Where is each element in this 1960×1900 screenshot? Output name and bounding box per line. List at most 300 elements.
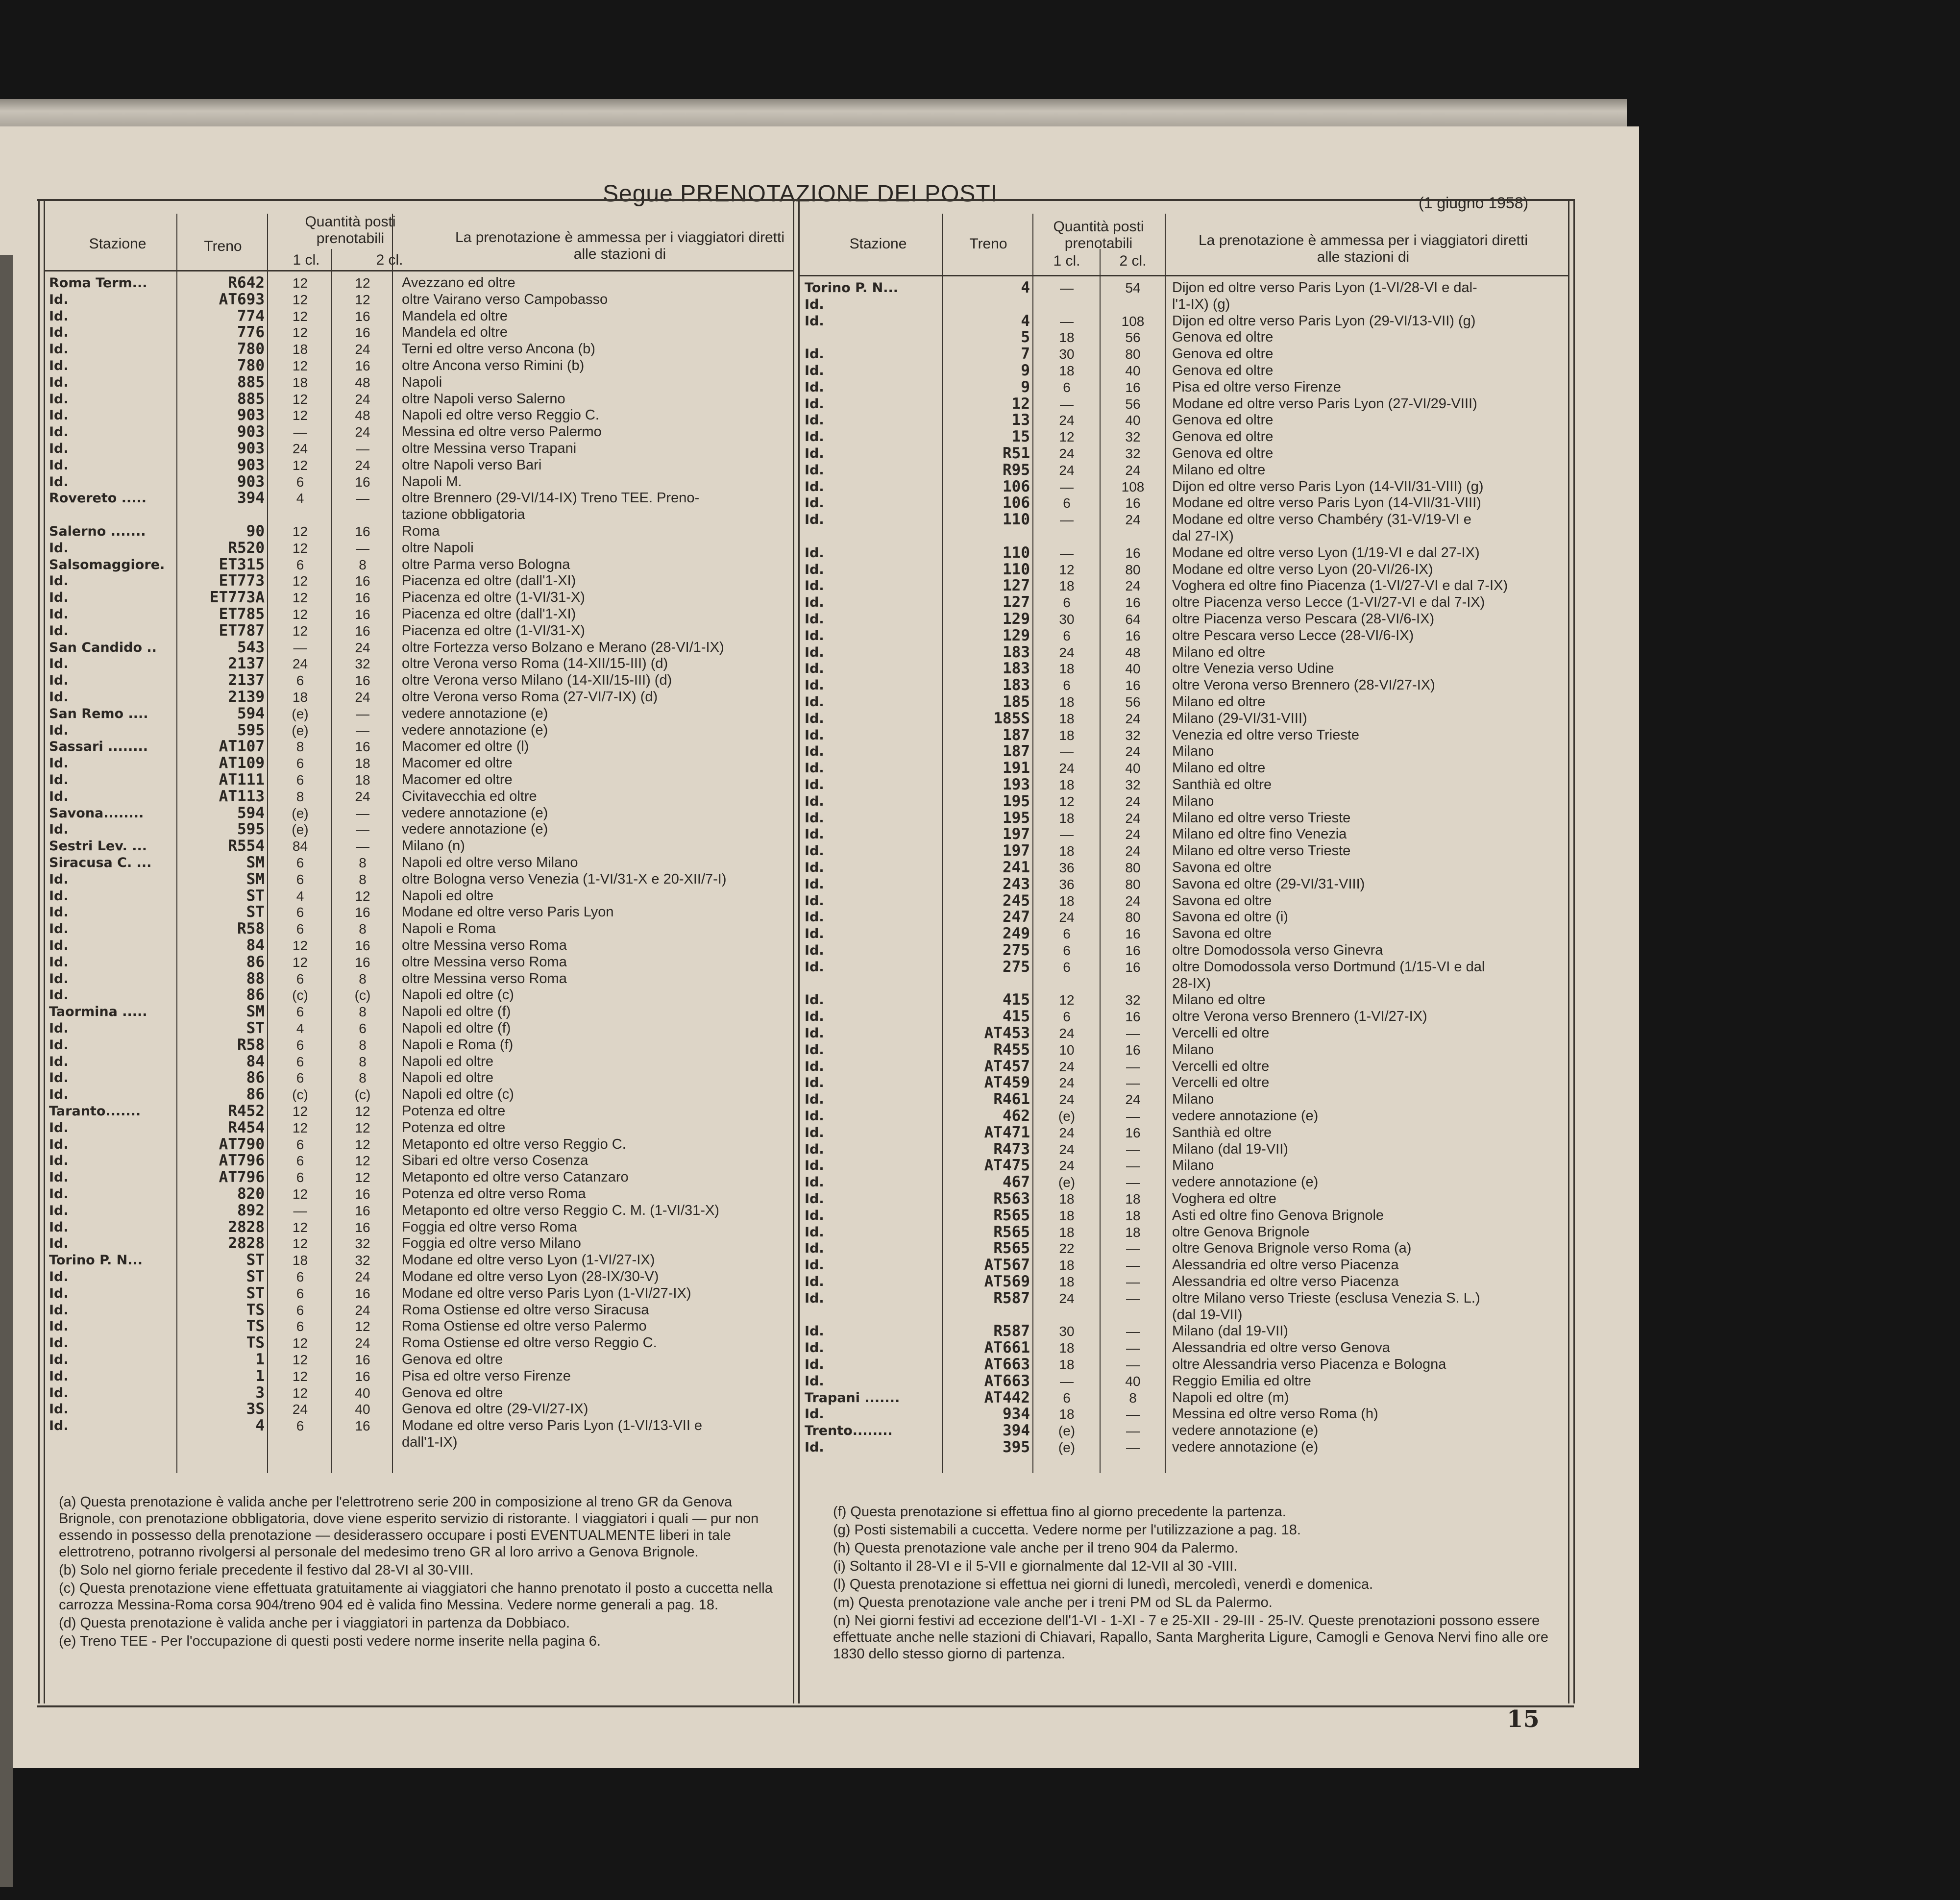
seats-class1: 18 [1059, 1224, 1075, 1240]
seats-class2: 32 [1125, 727, 1141, 743]
train-number: 185S [993, 709, 1030, 727]
station-name: Id. [49, 1136, 69, 1152]
seats-class2: — [1126, 1258, 1140, 1273]
seats-class2: 18 [1125, 1224, 1141, 1240]
page-title: Segue PRENOTAZIONE DEI POSTI [603, 181, 998, 207]
seats-class1: 24 [1059, 644, 1075, 660]
train-number: R554 [228, 837, 265, 855]
seats-class1: 6 [296, 1153, 304, 1169]
seats-class2: 32 [1125, 429, 1141, 445]
seats-class2: 108 [1121, 479, 1145, 494]
station-name: Id. [49, 1170, 69, 1185]
train-number: 195 [1003, 792, 1030, 810]
station-name: Id. [805, 910, 824, 925]
train-number: 595 [237, 721, 265, 739]
destination: Metaponto ed oltre verso Reggio C. M. (1-VI/31-X) [402, 1202, 719, 1218]
seats-class1: 18 [1059, 810, 1075, 826]
seats-class1: — [1060, 313, 1074, 329]
seats-class1: 30 [1059, 346, 1075, 362]
train-number: 249 [1003, 925, 1030, 943]
station-name: Id. [49, 1402, 69, 1417]
seats-class1: 18 [1059, 578, 1075, 594]
destination: Metaponto ed oltre verso Reggio C. [402, 1136, 626, 1152]
train-number: 2828 [228, 1234, 265, 1253]
seats-class1: — [1060, 479, 1074, 494]
seats-class1: 6 [296, 1136, 304, 1152]
seats-class2: 12 [355, 1153, 370, 1169]
train-number: TS [246, 1334, 265, 1352]
seats-class1: 6 [296, 1070, 304, 1086]
train-number: 197 [1003, 825, 1030, 843]
station-name: Id. [49, 673, 69, 689]
seats-class1: 6 [296, 1269, 304, 1284]
station-name: Siracusa C. ... [49, 855, 152, 870]
destination: Roma Ostiense ed oltre verso Reggio C. [402, 1335, 657, 1351]
train-number: 462 [1003, 1107, 1030, 1125]
train-number: 780 [237, 340, 265, 358]
station-name: Id. [805, 1357, 824, 1372]
station-name: Id. [49, 1335, 69, 1351]
seats-class1: 4 [296, 1021, 304, 1036]
destination: Genova ed oltre (29-VI/27-IX) [402, 1401, 588, 1417]
column-rule [1165, 214, 1166, 1473]
destination: Genova ed oltre [1172, 429, 1274, 445]
seats-class2: 24 [355, 342, 370, 357]
train-number: 183 [1003, 660, 1030, 678]
station-name: Torino P. N... [805, 280, 898, 296]
station-name: Id. [805, 1175, 824, 1190]
seats-class1: 18 [292, 690, 308, 705]
destination: Napoli ed oltre [402, 1053, 493, 1069]
train-number: 2137 [228, 671, 265, 690]
seats-class1: 12 [292, 275, 308, 291]
train-number: 415 [1003, 991, 1030, 1009]
train-number: 127 [1003, 593, 1030, 612]
destination: Milano [1172, 793, 1214, 809]
train-number: 86 [246, 953, 265, 971]
destination: oltre Milano verso Trieste (esclusa Venezia S. L.) [1172, 1290, 1480, 1306]
timetable-page [0, 126, 1639, 1768]
train-number: ET773A [210, 589, 265, 607]
seats-class2: 40 [1125, 363, 1141, 378]
seats-class2: 16 [355, 308, 370, 324]
train-number: ET785 [219, 605, 265, 623]
seats-class2: 24 [355, 424, 370, 440]
train-number: AT663 [984, 1356, 1030, 1373]
seats-class1: — [1060, 545, 1074, 561]
train-number: 88 [246, 969, 265, 987]
column-rule [267, 214, 268, 1473]
destination: Avezzano ed oltre [402, 275, 515, 291]
train-number: 595 [237, 820, 265, 839]
destination: oltre Venezia verso Udine [1172, 661, 1334, 677]
train-number: 110 [1003, 511, 1030, 529]
train-number: 892 [237, 1201, 265, 1219]
destination: Milano ed oltre [1172, 644, 1266, 660]
destination: oltre Pescara verso Lecce (28-VI/6-IX) [1172, 627, 1414, 643]
seats-class2: (c) [354, 1087, 371, 1103]
station-name: Id. [805, 678, 824, 693]
train-number: AT661 [984, 1339, 1030, 1357]
footnote: (c) Questa prenotazione viene effettuata gratuitamente ai viaggiatori che hanno prenotato il posto a cuccetta nella carrozza Messina-Roma corsa 904/treno 904 ed è valida fino Messina. Vedere norme generali a pag. 18. [59, 1580, 773, 1613]
station-name: Id. [49, 374, 69, 390]
station-name: Id. [805, 793, 824, 809]
station-name: Id. [49, 607, 69, 622]
destination: Genova ed oltre [1172, 412, 1274, 428]
seats-class2: — [356, 805, 369, 821]
seats-class2: 24 [355, 640, 370, 655]
seats-class1: 6 [296, 855, 304, 870]
seats-class2: — [1126, 1406, 1140, 1422]
station-name: Sassari ........ [49, 739, 148, 755]
seats-class1: 6 [296, 1285, 304, 1301]
train-number: 13 [1011, 411, 1030, 429]
seats-class2: 24 [1125, 578, 1141, 594]
seats-class1: 8 [296, 789, 304, 804]
destination: Napoli e Roma (f) [402, 1036, 514, 1053]
destination: Napoli ed oltre (f) [402, 1020, 511, 1036]
station-name: Id. [49, 938, 69, 953]
seats-class1: 6 [1063, 926, 1071, 942]
station-name: Id. [805, 545, 824, 561]
destination: Genova ed oltre [402, 1384, 503, 1401]
seats-class1: 6 [296, 1170, 304, 1185]
station-name: Id. [805, 744, 824, 760]
destination: Macomer ed oltre (l) [402, 739, 529, 755]
station-name: Id. [49, 358, 69, 373]
station-name: Id. [805, 1258, 824, 1273]
station-name: Id. [49, 1352, 69, 1367]
seats-class2: — [1126, 1175, 1140, 1190]
seats-class1: 18 [1059, 1191, 1075, 1207]
station-name: Trapani ....... [805, 1390, 900, 1406]
station-name: Id. [49, 987, 69, 1003]
destination: 28-IX) [1172, 975, 1211, 991]
train-number: ET787 [219, 621, 265, 640]
seats-class1: 12 [292, 292, 308, 307]
footnote: (l) Questa prenotazione si effettua nei giorni di lunedì, mercoledì, venerdì e domenica. [833, 1577, 1373, 1592]
station-name: Id. [805, 1059, 824, 1074]
header-station: Stazione [849, 236, 907, 252]
train-number: 903 [237, 456, 265, 474]
seats-class2: 16 [355, 938, 370, 953]
station-name: Id. [805, 694, 824, 710]
train-number: AT457 [984, 1057, 1030, 1075]
station-name: Id. [805, 644, 824, 660]
train-number: AT107 [219, 738, 265, 756]
train-number: R565 [993, 1206, 1030, 1224]
train-number: R473 [993, 1140, 1030, 1158]
seats-class2: 16 [1125, 959, 1141, 975]
seats-class1: (e) [1058, 1175, 1076, 1190]
station-name: Id. [49, 590, 69, 606]
train-number: 110 [1003, 543, 1030, 562]
station-name: Id. [805, 413, 824, 428]
seats-class2: 24 [355, 1302, 370, 1318]
seats-class2: 40 [1125, 661, 1141, 677]
destination: Piacenza ed oltre (1-VI/31-X) [402, 622, 585, 639]
station-name: Id. [49, 971, 69, 987]
station-name: Id. [805, 1290, 824, 1306]
station-name: Id. [805, 296, 824, 312]
train-number: TS [246, 1301, 265, 1319]
destination: Napoli [402, 374, 442, 390]
seats-class2: 16 [355, 739, 370, 755]
train-number: 183 [1003, 676, 1030, 694]
station-name: Id. [805, 562, 824, 577]
station-name: Id. [805, 1109, 824, 1124]
station-name: Id. [49, 573, 69, 589]
seats-class1: 36 [1059, 876, 1075, 892]
train-number: 903 [237, 423, 265, 441]
destination: oltre Domodossola verso Ginevra [1172, 942, 1383, 958]
seats-class2: 16 [355, 623, 370, 639]
footnote: (d) Questa prenotazione è valida anche per i viaggiatori in partenza da Dobbiaco. [59, 1615, 570, 1631]
seats-class2: 24 [355, 690, 370, 705]
seats-class1: 12 [292, 358, 308, 373]
seats-class2: — [356, 441, 369, 456]
seats-class1: 18 [1059, 330, 1075, 345]
train-number: R587 [993, 1322, 1030, 1340]
seats-class1: 6 [1063, 379, 1071, 395]
seats-class1: 12 [292, 1368, 308, 1384]
destination: oltre Ancona verso Rimini (b) [402, 358, 585, 373]
train-number: 820 [237, 1185, 265, 1203]
seats-class1: — [293, 1203, 307, 1218]
destination: Metaponto ed oltre verso Catanzaro [402, 1169, 629, 1185]
destination: oltre Napoli verso Salerno [402, 391, 565, 407]
station-name: Torino P. N... [49, 1253, 143, 1268]
train-number: 2139 [228, 688, 265, 706]
seats-class1: — [293, 424, 307, 440]
train-number: 127 [1003, 577, 1030, 595]
destination: Potenza ed oltre [402, 1119, 506, 1135]
destination: Modane ed oltre verso Lyon (28-IX/30-V) [402, 1269, 659, 1284]
destination: Potenza ed oltre [402, 1103, 506, 1119]
seats-class2: 12 [355, 1170, 370, 1185]
seats-class1: 6 [1063, 959, 1071, 975]
header-admission: La prenotazione è ammessa per i viaggiatori diretti alle stazioni di [1198, 232, 1528, 265]
seats-class2: 16 [1125, 943, 1141, 958]
destination: vedere annotazione (e) [1172, 1108, 1319, 1124]
destination: oltre Messina verso Trapani [402, 441, 577, 456]
seats-class1: 6 [296, 921, 304, 937]
destination: Genova ed oltre [1172, 363, 1274, 378]
footnote: (g) Posti sistemabili a cuccetta. Vedere norme per l'utilizzazione a pag. 18. [833, 1522, 1301, 1538]
seats-class1: 10 [1059, 1042, 1075, 1058]
seats-class1: 6 [296, 772, 304, 788]
destination: oltre Piacenza verso Pescara (28-VI/6-IX) [1172, 611, 1435, 627]
seats-class1: 6 [296, 1054, 304, 1069]
seats-class2: — [356, 491, 369, 506]
seats-class2: 12 [355, 292, 370, 307]
footnotes-right [833, 1504, 1558, 1664]
station-name: Id. [805, 992, 824, 1008]
destination: Modane ed oltre verso Paris Lyon (14-VII/31-VIII) [1172, 495, 1481, 511]
train-number: 543 [237, 638, 265, 656]
footnote: (b) Solo nel giorno feriale precedente il festivo dal 28-VI al 30-VIII. [59, 1562, 474, 1578]
seats-class2: 12 [355, 1319, 370, 1334]
station-name: Id. [49, 325, 69, 341]
destination: Napoli M. [402, 473, 462, 490]
seats-class2: 24 [1125, 744, 1141, 760]
train-number: 934 [1003, 1405, 1030, 1423]
station-name: Id. [49, 1037, 69, 1053]
destination: Modane ed oltre verso Lyon (1-VI/27-IX) [402, 1252, 655, 1268]
station-name: Id. [49, 656, 69, 672]
station-name: Id. [805, 628, 824, 643]
station-name: Id. [49, 308, 69, 324]
seats-class2: 18 [1125, 1191, 1141, 1207]
seats-class1: 12 [292, 408, 308, 423]
train-number: 885 [237, 390, 265, 408]
train-number: 7 [1021, 345, 1030, 363]
destination: Savona ed oltre (29-VI/31-VIII) [1172, 876, 1365, 892]
footnote: (n) Nei giorni festivi ad eccezione dell'1-VI - 1-XI - 7 e 25-XII - 29-III - 25-IV. Queste prenotazioni possono essere effettuate anche nelle stazioni di Chiavari, Rapallo, Santa Margherita Ligure, Camogli e Genova Nervi fino alle ore 1830 dello stesso giorno di partenza. [833, 1613, 1548, 1662]
seats-class1: 12 [292, 938, 308, 953]
destination: vedere annotazione (e) [402, 722, 548, 738]
destination: Milano ed oltre [1172, 760, 1266, 776]
seats-class1: 12 [292, 1385, 308, 1401]
station-name: Id. [49, 408, 69, 423]
station-name: Id. [805, 943, 824, 958]
seats-class1: (e) [292, 722, 309, 738]
train-number: 903 [237, 440, 265, 457]
seats-class2: 16 [1125, 379, 1141, 395]
seats-class1: 6 [296, 1319, 304, 1334]
seats-class2: 16 [1125, 595, 1141, 611]
station-name: Id. [49, 1269, 69, 1284]
destination: Napoli e Roma [402, 921, 496, 937]
train-number: 86 [246, 986, 265, 1004]
seats-class2: — [356, 722, 369, 738]
seats-class1: 6 [1063, 628, 1071, 643]
footnote: (m) Questa prenotazione vale anche per i treni PM od SL da Palermo. [833, 1595, 1273, 1610]
train-number: AT567 [984, 1256, 1030, 1274]
station-name: Id. [805, 1026, 824, 1041]
seats-class2: 16 [355, 573, 370, 589]
seats-class1: — [1060, 512, 1074, 528]
seats-class2: 16 [1125, 678, 1141, 693]
seats-class2: 8 [359, 557, 367, 572]
station-name: Id. [49, 1021, 69, 1036]
destination: oltre Messina verso Roma [402, 954, 567, 970]
seats-class2: 18 [355, 772, 370, 788]
train-number: AT663 [984, 1372, 1030, 1390]
seats-class1: 24 [1059, 761, 1075, 776]
destination: Alessandria ed oltre verso Piacenza [1172, 1257, 1399, 1273]
destination: Venezia ed oltre verso Trieste [1172, 727, 1360, 743]
seats-class1: (e) [1058, 1440, 1076, 1455]
seats-class2: 54 [1125, 280, 1141, 296]
station-name: San Remo .... [49, 706, 148, 721]
station-name: Id. [805, 1373, 824, 1389]
seats-class2: — [1126, 1241, 1140, 1257]
seats-class2: 24 [355, 391, 370, 407]
seats-class2: — [1126, 1109, 1140, 1124]
station-name: Trento........ [805, 1423, 893, 1439]
train-number: AT569 [984, 1273, 1030, 1290]
station-name: Id. [805, 1075, 824, 1091]
train-number: 84 [246, 1052, 265, 1070]
seats-class2: 16 [355, 1203, 370, 1218]
station-name: Id. [805, 495, 824, 511]
seats-class1: 18 [292, 342, 308, 357]
destination: Milano ed oltre fino Venezia [1172, 826, 1347, 842]
station-name: Id. [805, 313, 824, 329]
train-number: 129 [1003, 610, 1030, 628]
train-number: 185 [1003, 693, 1030, 711]
train-number: 90 [246, 522, 265, 540]
destination: Pisa ed oltre verso Firenze [402, 1368, 571, 1384]
seats-class1: 12 [292, 540, 308, 556]
page-number: 15 [1507, 1705, 1540, 1733]
seats-class1: 18 [292, 1253, 308, 1268]
station-name: Id. [805, 379, 824, 395]
destination: Genova ed oltre [1172, 329, 1274, 345]
seats-class2: 16 [1125, 545, 1141, 561]
destination: Roma [402, 523, 440, 539]
train-number: 774 [237, 307, 265, 325]
seats-class1: 12 [292, 590, 308, 606]
train-number: SM [246, 854, 265, 871]
station-name: Id. [805, 1340, 824, 1356]
seats-class1: (e) [1058, 1109, 1076, 1124]
train-number: 191 [1003, 759, 1030, 777]
seats-class2: 80 [1125, 910, 1141, 925]
destination: Milano [1172, 1158, 1214, 1174]
station-name: Id. [805, 893, 824, 909]
station-name: Id. [805, 612, 824, 627]
seats-class1: 24 [1059, 1290, 1075, 1306]
seats-class2: — [1126, 1059, 1140, 1074]
train-number: R642 [228, 274, 265, 292]
seats-class2: 24 [355, 1269, 370, 1284]
station-name: Id. [805, 1141, 824, 1157]
seats-class2: 24 [1125, 810, 1141, 826]
train-number: AT113 [219, 787, 265, 805]
seats-class1: 12 [292, 607, 308, 622]
destination: oltre Fortezza verso Bolzano e Merano (28-VI/1-IX) [402, 639, 724, 655]
header-class2: 2 cl. [376, 252, 403, 268]
seats-class2: 64 [1125, 612, 1141, 627]
station-name: Id. [49, 690, 69, 705]
destination: Roma Ostiense ed oltre verso Siracusa [402, 1302, 649, 1318]
seats-class2: 48 [355, 374, 370, 390]
seats-class1: 12 [292, 1352, 308, 1367]
train-number: AT471 [984, 1123, 1030, 1141]
station-name: Id. [805, 926, 824, 942]
seats-class2: 16 [355, 1285, 370, 1301]
station-name: Id. [49, 772, 69, 788]
destination: Modane ed oltre verso Paris Lyon [402, 904, 614, 920]
seats-class1: 36 [1059, 860, 1075, 875]
seats-class1: 84 [292, 839, 308, 854]
train-number: AT475 [984, 1157, 1030, 1175]
column-rule [1100, 249, 1101, 1473]
station-name: Rovereto ..... [49, 491, 147, 506]
seats-class2: 16 [355, 1219, 370, 1235]
destination: oltre Genova Brignole [1172, 1224, 1310, 1240]
destination: Napoli ed oltre (c) [402, 1086, 514, 1103]
station-name: Id. [805, 462, 824, 478]
station-name: Id. [805, 959, 824, 975]
seats-class2: 16 [1125, 495, 1141, 511]
seats-class1: (e) [1058, 1423, 1076, 1439]
seats-class2: 12 [355, 888, 370, 904]
train-number: AT459 [984, 1074, 1030, 1092]
seats-class2: 8 [359, 1037, 367, 1053]
